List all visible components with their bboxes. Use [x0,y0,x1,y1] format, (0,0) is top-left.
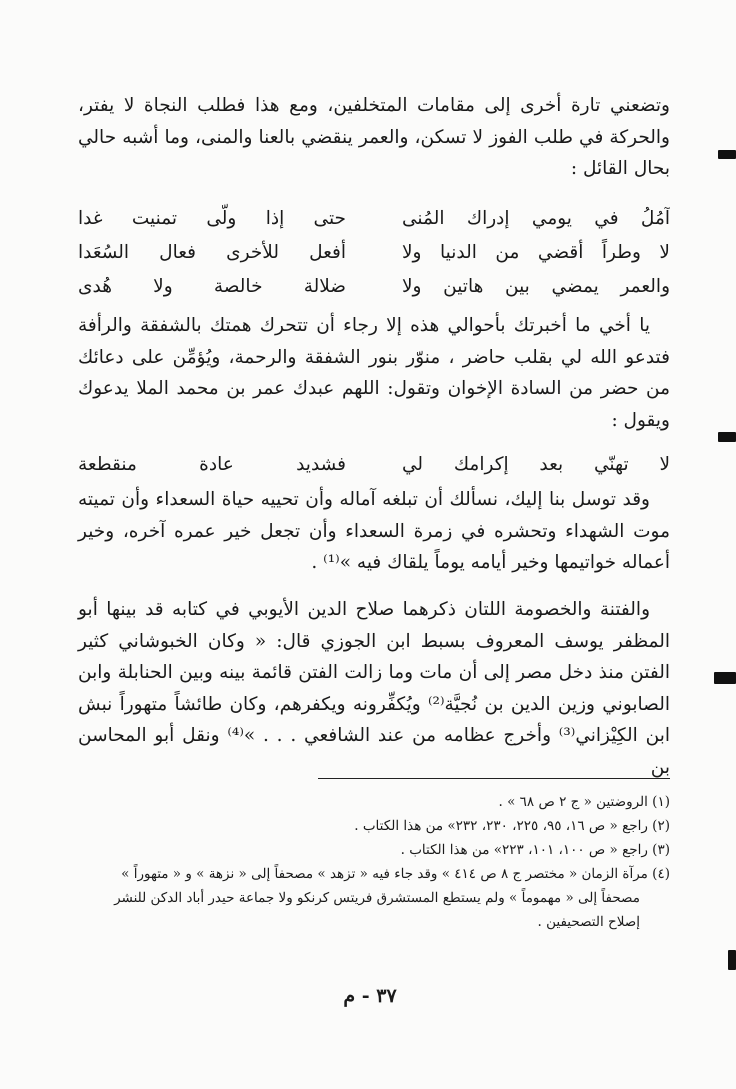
verse-3-second-hemistich: ضلالة خالصة ولا هُدى [78,276,346,297]
verse-line [78,236,670,270]
paragraph-3: وقد توسل بنا إليك، نسألك أن تبلغه آماله وأن تحييه حياة السعداء وأن تميته موت الشهداء وتحشره في زمرة السعداء وأن تجعل خير عمره آخره، وخير أعماله خواتيمها وخير أيامه يوماً يلقاك فيه »⁽¹⁾ . [78,489,670,573]
verse-3-first-hemistich: والعمر يمضي بين هاتين ولا [402,276,670,297]
verse-line [78,202,670,236]
single-verse [78,448,670,482]
verse-2-first-hemistich: لا وطراً أقضي من الدنيا ولا [402,242,670,263]
verse-line [78,270,670,304]
paragraph-2: يا أخي ما أخبرتك بأحوالي هذه إلا رجاء أن تتحرك همتك بالشفقة والرأفة فتدعو الله لي بقلب حاضر ، منوّر بنور الشفقة والرحمة، ويُؤمِّن على دعائك من حضر من السادة الإخوان وتقول: اللهم عبدك عمر بن محمد الملا يدعوك ويقول : [78,315,670,431]
verse-4-second-hemistich: فشديد عادة منقطعة [78,454,346,475]
paragraph-4: والفتنة والخصومة اللتان ذكرهما صلاح الدين الأيوبي في كتابه قد بينها أبو المظفر يوسف المعروف بسبط ابن الجوزي قال: « وكان الخبوشاني كثير الفتن منذ دخل مصر إلى أن مات وما زالت الفتن قائمة بينه وبين الحنابلة وابن الصابوني وزين الدين بن نُجيَّة⁽²⁾ ويُكفِّرونه ويكفرهم، وكان طائشاً متهوراً نبش ابن الكِيْزاني⁽³⁾ وأخرج عظامه من عند الشافعي . . . »⁽⁴⁾ ونقل أبو المحاسن بن [78,599,670,778]
margin-mark [728,950,736,970]
footnote-separator [318,778,670,779]
footnote-4: (٤) مرآة الزمان « مختصر ج ٨ ص ٤١٤ » وقد جاء فيه « تزهد » مصحفاً إلى « نزهة » و « متهوراً » [121,866,670,882]
verse-4-first-hemistich: لا تهنّي بعد إكرامك لي [402,454,670,475]
verse-1-first-hemistich: آمُلُ في يومي إدراك المُنى [402,208,670,229]
footnote-4-continuation-end: إصلاح التصحيفين . [537,914,640,930]
verse-line [78,448,670,482]
footnote-4-continuation: مصحفاً إلى « مهموماً » ولم يستطع المستشرق فريتس كرنكو ولا جماعة حيدر أباد الدكن للنشر [114,890,640,906]
margin-mark [718,432,736,442]
margin-mark [718,150,736,159]
paragraph-1-block [78,90,670,185]
margin-mark [714,672,736,684]
footnote-2: (٢) راجع « ص ١٦، ٩٥، ٢٢٥، ٢٣٠، ٢٣٢» من هذا الكتاب . [354,818,670,834]
paragraph-1: وتضعني تارة أخرى إلى مقامات المتخلفين، ومع هذا فطلب النجاة لا يفتر، والحركة في طلب الفوز لا تسكن، والعمر ينقضي بالعنا والمنى، وما أشبه حالي بحال القائل : [78,95,670,179]
verse-2-second-hemistich: أفعل للأخرى فعال السُعَدا [78,242,346,263]
poem-verses [78,202,670,304]
footnote-1: (١) الروضتين « ج ٢ ص ٦٨ » . [498,794,670,810]
footnotes [78,790,670,934]
verse-1-second-hemistich: حتى إذا ولّى تمنيت غدا [78,208,346,229]
paragraph-3-block [78,484,670,579]
paragraph-4-block [78,594,670,783]
paragraph-2-block [78,310,670,436]
footnote-3: (٣) راجع « ص ١٠٠، ١٠١، ٢٢٣» من هذا الكتاب . [400,842,670,858]
page-number: ٣٧ - م [343,985,397,1007]
